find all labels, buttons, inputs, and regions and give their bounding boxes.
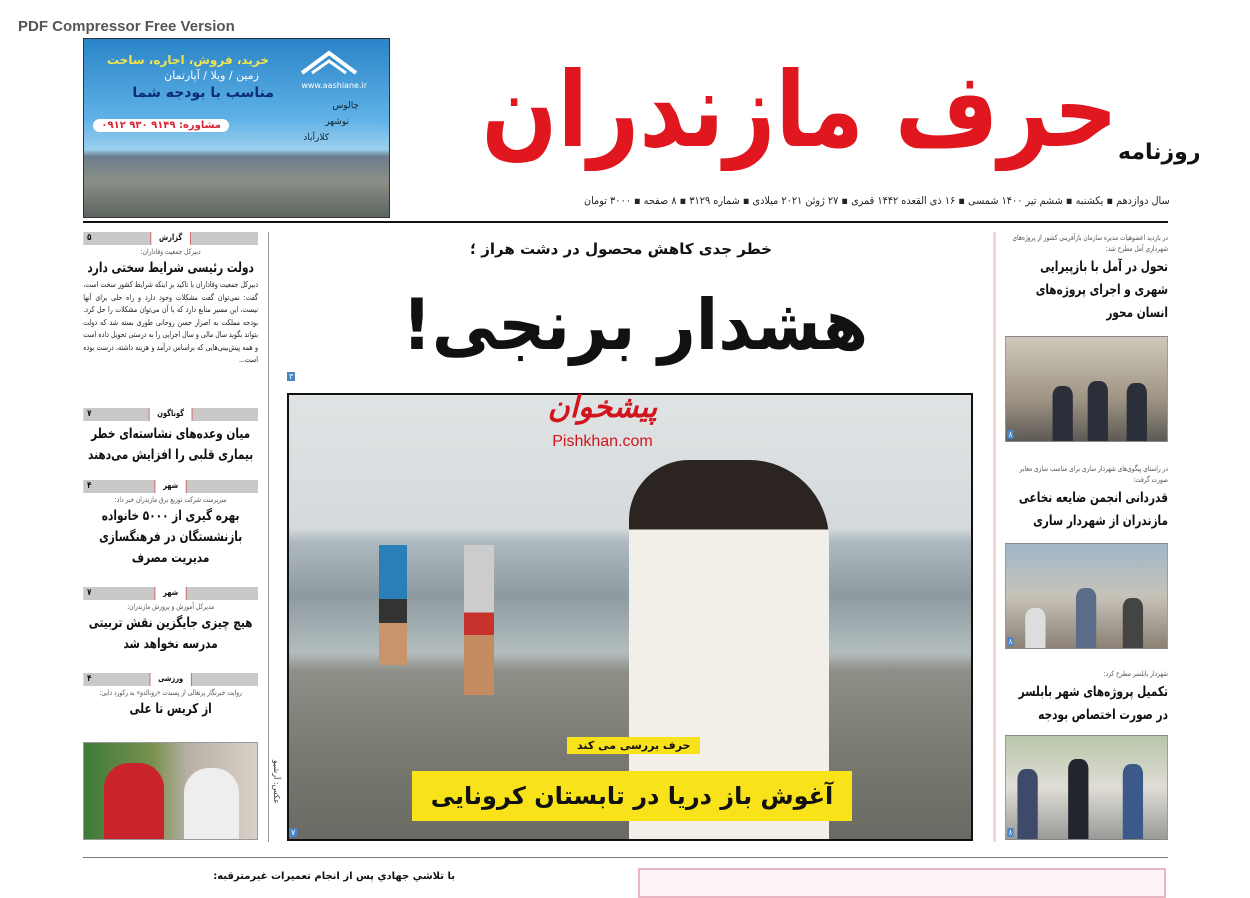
news-photo[interactable] (1005, 336, 1168, 442)
page-number: ۸ (1008, 430, 1013, 439)
kicker: در بازدید اعضوهیات مدیره سازمان بازآفرینی کشور از پروژه‌های شهرداری آمل مطرح شد: (1012, 233, 1168, 253)
article-body: دبیرکل جمعیت وفاداران با تاکید بر اینکه شرایط کشور سخت است، گفت: نمی‌توان گفت مشکلات وجود دارد و راه حلی برای آنها نیست، این مسیر منابع دارد که با آن می‌توان مشکلات را حل کرد. بودجه مملکت به اصرار حسن روحانی طوری بسته شد که دولت بتواند بگوید سال مالی و سال اجرایی را به درستی تحویل داده است و همه پیش‌بینی‌هایی که براساس درآمد و هزینه داشته، درست بوده است... (83, 280, 258, 364)
article-block (83, 232, 258, 367)
headline[interactable]: دولت رئیسی شرایط سختی دارد (87, 260, 254, 276)
ad-area: نوشهر (325, 117, 349, 127)
article-block (83, 480, 258, 569)
ad-line: زمین / ویلا / آپارتمان (164, 69, 259, 82)
page-number: ۷ (87, 409, 92, 419)
kicker: شهردار بابلسر مطرح کرد: (1103, 669, 1168, 678)
kicker: در راستای پیگوی‌های شهردار ساری برای مناسب سازی معابر صورت گرفت: (1019, 464, 1168, 484)
football-photo[interactable] (83, 742, 258, 840)
page-number: ۴ (87, 674, 92, 684)
main-headline-text: هشدار برنجی! (401, 284, 869, 366)
main-headline[interactable] (400, 280, 870, 370)
article-block (83, 408, 258, 466)
kicker: روایت خبرنگار پرتغالی از پسبدت «رونالدو» به رکورد دایی: (99, 688, 242, 697)
section-bar (83, 408, 258, 421)
section-label: گوناگون (149, 408, 193, 421)
kicker: دبیرکل جمعیت وفاداران: (140, 247, 201, 256)
stamp-fa: پیشخوان (547, 390, 658, 425)
headline[interactable]: هیچ چیزی جایگزین نقش تربیتی مدرسه نخواهد شد (88, 615, 253, 652)
house-logo-icon (294, 47, 364, 79)
headline[interactable]: قدردانی انجمن ضایعه نخاعی مازندران از شهردار ساری (1018, 490, 1168, 529)
section-bar (83, 480, 258, 493)
footer-rule (83, 857, 1168, 858)
page-number: ۷ (291, 828, 296, 837)
section-bar (83, 232, 258, 245)
ad-area: چالوس (332, 101, 359, 111)
section-label: شهر (155, 587, 187, 600)
photo-credit: عکس: آرشیو (272, 760, 281, 804)
stamp-en: Pishkhan.com (552, 433, 653, 450)
page-number: ۵ (87, 233, 92, 243)
ad-line: خرید، فروش، اجاره، ساخت (106, 53, 269, 67)
column-divider (993, 232, 996, 842)
masthead-title: حرف مازندران (481, 49, 1119, 171)
article-block (83, 587, 258, 655)
ad-line: مناسب با بودجه شما (132, 85, 274, 101)
photo-headline-text: آغوش باز دریا در تابستان کرونایی (430, 782, 834, 810)
page-number: ۸ (1008, 828, 1013, 837)
ad-area: کلارآباد (303, 133, 329, 143)
main-kicker: خطر جدی کاهش محصول در دشت هراز ؛ (470, 240, 772, 258)
masthead-subtitle: روزنامه (1118, 140, 1201, 165)
headline[interactable]: بهره گیری از ۵۰۰۰ خانواده بازنشستگان در فرهنگسازی مدیریت مصرف (99, 508, 243, 566)
page-number: ۸ (1008, 637, 1013, 646)
page-number: ۴ (87, 481, 92, 491)
section-label: شهر (155, 480, 187, 493)
headline[interactable]: تکمیل پروژه‌های شهر بابلسر در صورت اختصاص بودجه (1018, 684, 1168, 723)
photo-headline[interactable] (412, 771, 852, 821)
pishkhan-stamp (530, 383, 675, 483)
page-number: ۳ (289, 372, 294, 381)
section-bar (83, 673, 258, 686)
photo-tag: حرف بررسی می کند (567, 737, 700, 754)
dateline-text: سال دوازدهم ▪ یکشنبه ▪ ششم تیر ۱۴۰۰ شمسی ▪ ۱۶ ذی القعده ۱۴۴۲ قمری ▪ ۲۷ ژوئن ۲۰۲۱ میلادی ▪ شماره ۳۱۲۹ ▪ ۸ صفحه ▪ ۳۰۰۰ تومان (584, 195, 1170, 207)
article-block (1005, 668, 1168, 727)
section-label: گزارش (150, 232, 190, 245)
news-photo[interactable] (1005, 543, 1168, 649)
section-label: ورزشی (150, 673, 192, 686)
section-bar (83, 587, 258, 600)
column-divider (268, 232, 269, 842)
pdf-watermark: PDF Compressor Free Version (18, 18, 235, 35)
article-block (1005, 463, 1168, 533)
kicker: مدیرکل آموزش و پرورش مازندران: (127, 602, 215, 611)
page-number: ۷ (87, 588, 92, 598)
headline[interactable]: از کریس تا علی (129, 701, 212, 717)
ad-phone: مشاوره: ۹۱۴۹ ۹۳۰ ۰۹۱۲ (93, 119, 229, 132)
headline[interactable]: تحول در آمل با بازپیرایی شهری و اجرای پروژه‌های انسان محور (1035, 259, 1168, 321)
bottom-ad-box[interactable] (638, 868, 1166, 898)
bottom-kicker: با تلاشي جهادي پس از انجام تعميرات غيرمترقبه: (213, 871, 455, 882)
kicker: سرپرست شرکت توزیع برق مازندران خبر داد: (114, 495, 227, 504)
article-block (83, 673, 258, 720)
headline[interactable]: میان وعده‌های نشاسته‌ای خطر بیماری قلبی را افزایش می‌دهند (88, 426, 254, 463)
news-photo[interactable] (1005, 735, 1168, 840)
right-column (1005, 0, 1168, 892)
article-block (1005, 232, 1168, 325)
ad-site: www.aashiane.ir (301, 81, 367, 90)
